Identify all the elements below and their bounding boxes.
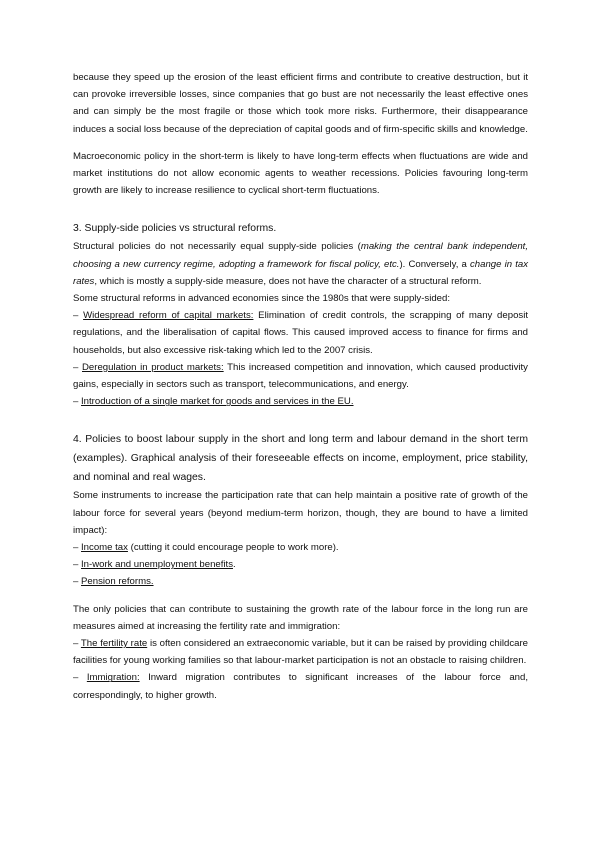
list-item-title: Introduction of a single market for goods and services in the EU. — [81, 396, 354, 408]
section-4-paragraph-participation: Some instruments to increase the participation rate that can help maintain a positive rate of growth of the labour force for several years (beyond medium-term horizon, though, they are bound to have a limited impact): — [73, 490, 528, 536]
list-item-title: The fertility rate — [80, 638, 148, 650]
section-4-heading: 4. Policies to boost labour supply in the short and long term and labour demand in the short term (examples). Graphical analysis of their foreseeable effects on income, employment, price stability, and nominal and real wages. — [73, 434, 528, 484]
list-item-benefits — [73, 556, 528, 573]
italic-examples: making the central bank independent, choosing a new currency regime, adopting a framework for fiscal policy, etc. — [73, 241, 528, 270]
list-item-text: This increased competition and innovation, which caused productivity gains, especially in sectors such as transport, telecommunications, and energy. — [73, 361, 528, 391]
list-item-title: Deregulation in product markets: — [82, 361, 224, 373]
list-item-income-tax — [73, 539, 528, 556]
list-dash: – — [73, 310, 84, 322]
section-4-paragraph-long-run: The only policies that can contribute to sustaining the growth rate of the labour force in the long run are measures aimed at increasing the fertility rate and immigration: — [73, 603, 528, 632]
section-3-heading: 3. Supply-side policies vs structural reforms. — [73, 223, 277, 235]
list-item-title: In-work and unemployment benefits — [81, 559, 233, 571]
text-run: Structural policies do not necessarily equal supply-side policies ( — [73, 241, 361, 253]
list-item-text: Inward migration contributes to significant increases of the labour force and, correspondingly, to higher growth. — [73, 672, 528, 701]
list-item-fertility — [73, 635, 528, 669]
list-item-title: Income tax — [81, 542, 128, 554]
list-dash: – — [73, 396, 82, 408]
list-dash: – — [73, 361, 82, 373]
list-item-title: Immigration: — [86, 672, 140, 684]
list-dash: – — [73, 638, 81, 650]
paragraph-macroeconomic-policy: Macroeconomic policy in the short-term is likely to have long-term effects when fluctuations are wide and market institutions do not allow economic agents to weather recessions. Policies favouring long-term growth are likely to increase resilience to cyclical short-term fluctuations. — [73, 150, 528, 197]
list-item-text: (cutting it could encourage people to work more). — [127, 542, 339, 554]
list-item-capital-markets — [73, 307, 528, 359]
text-run: , which is mostly a supply-side measure, does not have the character of a structural reform. — [94, 275, 482, 287]
list-item-title: Widespread reform of capital markets: — [83, 310, 254, 322]
list-item-product-markets — [73, 359, 528, 393]
list-item-title: Pension reforms. — [81, 576, 154, 588]
list-item-single-market — [73, 393, 528, 410]
list-item-text: Elimination of credit controls, the scrapping of many deposit regulations, and the liberalisation of capital flows. This caused improved access to finance for firms and households, but also excessive risk-taking which led to the 2007 crisis. — [73, 310, 528, 356]
text-run: ). Conversely, a — [399, 258, 470, 270]
page-content — [73, 69, 528, 704]
paragraph-creative-destruction: because they speed up the erosion of the least efficient firms and contribute to creative destruction, but it can provoke irreversible losses, since companies that go bust are not necessarily the least effective ones and can simply be the most fragile or those which took more risks. Furthermore, their disappearance induces a social loss because of the depreciation of capital goods and of firm-specific skills and knowledge. — [73, 72, 528, 135]
list-dash: – — [73, 576, 82, 588]
list-item-text: . — [233, 559, 236, 571]
section-3-paragraph-structural-policies — [73, 238, 528, 290]
list-dash: – — [73, 542, 82, 554]
list-dash: – — [73, 672, 87, 684]
italic-tax-rates: change in tax rates — [73, 258, 528, 287]
list-item-immigration — [73, 669, 528, 703]
section-3-paragraph-reforms-intro: Some structural reforms in advanced economies since the 1980s that were supply-sided: — [73, 293, 451, 305]
list-item-pension — [73, 573, 528, 590]
list-dash: – — [73, 559, 82, 571]
list-item-text: is often considered an extraeconomic variable, but it can be raised by providing childcare facilities for young working families so that labour-market participation is not an obstacle to raising children. — [73, 638, 529, 667]
